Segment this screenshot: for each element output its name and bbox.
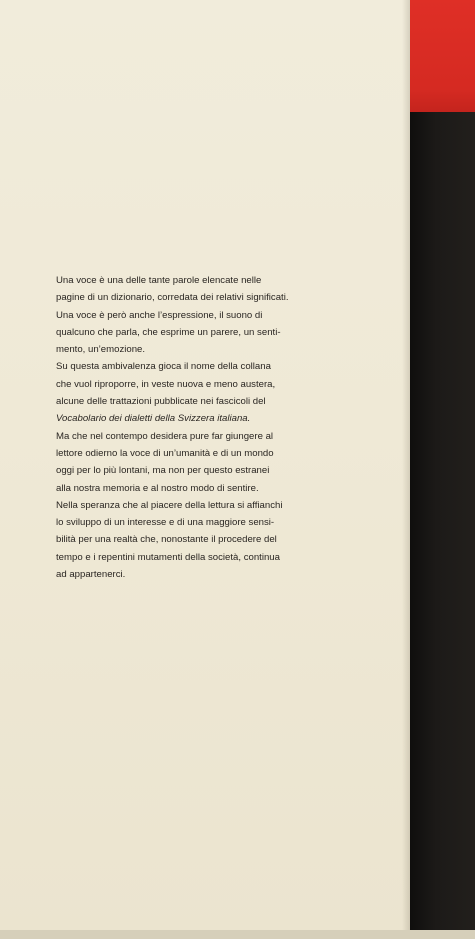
text-line: lettore odierno la voce di un’umanità e di un mondo [56,447,274,459]
text-line: bilità per una realtà che, nonostante il procedere del [56,534,277,546]
blurb-text [56,272,324,583]
paragraph-1 [56,272,324,358]
text-line: Nella speranza che al piacere della lettura si affianchi [56,499,283,511]
series-title-line: Vocabolario dei dialetti della Svizzera italiana. [56,413,251,425]
text-line: pagine di un dizionario, corredata dei relativi significati. [56,292,289,304]
text-line: ad appartenerci. [56,569,126,581]
text-line: tempo e i repentini mutamenti della società, continua [56,551,280,563]
text-line: Su questa ambivalenza gioca il nome della collana [56,361,271,373]
book-spine [410,0,475,939]
paragraph-2 [56,358,324,427]
text-line: qualcuno che parla, che esprime un parere, un senti- [56,326,281,338]
text-line: Una voce è però anche l’espressione, il suono di [56,309,263,321]
paragraph-4 [56,497,324,583]
text-line: lo sviluppo di un interesse e di una maggiore sensi- [56,517,275,529]
text-line: Ma che nel contempo desidera pure far giungere al [56,430,274,442]
text-line: alla nostra memoria e al nostro modo di sentire. [56,482,259,494]
text-line: alcune delle trattazioni pubblicate nei fascicoli del [56,396,266,408]
spine-black-band [410,112,475,939]
paragraph-3 [56,428,324,497]
text-line: oggi per lo più lontani, ma non per questo estranei [56,465,270,477]
text-line: Una voce è una delle tante parole elencate nelle [56,275,262,286]
bottom-edge [0,930,475,939]
text-line: mento, un’emozione. [56,344,146,356]
text-line: che vuol riproporre, in veste nuova e meno austera, [56,378,276,390]
spine-red-band [410,0,475,112]
